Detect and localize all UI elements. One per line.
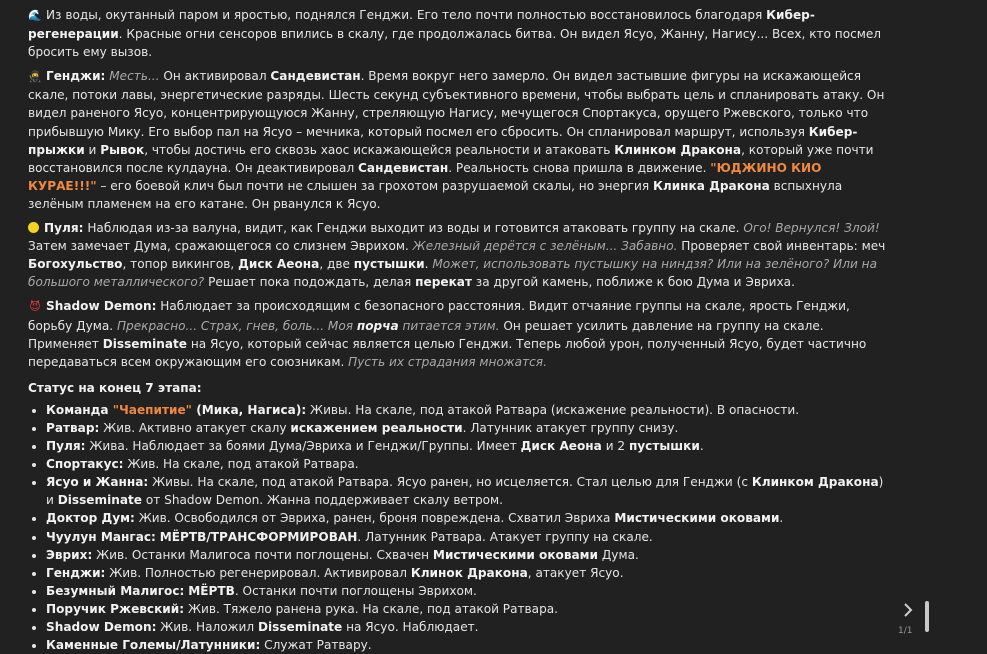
chat-message [28, 6, 886, 654]
paragraph-genji: 🥷 Генджи: Месть... Он активировал Сандевистан. Время вокруг него замерло. Он видел застывшие фигуры на искажающейся скале, потоки лавы, энергетические разряды. Шесть секунд субъективного времени, чтобы выбрать цель и спланировать атаку. Он видел раненого Ясуо, концентрирующуюся Жанну, стреляющую Нагису, мечущегося Спортакуса, орущего Ржевского, только что прибывшую Мику. Его выбор пал на Ясуо – мечника, который посмел его сбросить. Он спланировал маршрут, используя Кибер-прыжки и Рывок, чтобы достичь его сквозь хаос искажающейся реальности и атаковать Клинком Дракона, который уже почти восстановился после кулдауна. Он деактивировал Сандевистан. Реальность снова пришла в движение. "ЮДЖИНО КИО КУРАЕ!!!" – его боевой клич был почти не слышен за грохотом разрушаемой скалы, но энергия Клинка Дракона вспыхнула зелёным пламенем на его катане. Он рванулся к Ясуо. [28, 69, 885, 211]
speaker-name: Shadow Demon: [46, 299, 157, 314]
list-item: • Генджи: Жив. Полностью регенерировал. Активировал Клинок Дракона, атакует Ясуо. [46, 564, 886, 582]
list-item: • Пуля: Жива. Наблюдает за боями Дума/Эвриха и Генджи/Группы. Имеет Диск Аеона и 2 пустышки. [46, 437, 886, 455]
scrollbar-thumb[interactable] [925, 601, 929, 632]
ninja-icon: 🥷 [28, 70, 42, 84]
speaker-name: Генджи: [46, 69, 106, 84]
speaker-name: Пуля: [44, 221, 84, 236]
list-item: • Каменные Големы/Латунники: Служат Ратвару. [46, 636, 886, 654]
paragraph-genji-rise: 🌊 Из воды, окутанный паром и яростью, поднялся Генджи. Его тело почти полностью восстановилось благодаря Кибер-регенерации. Красные огни сенсоров впились в скалу, где продолжалась битва. Он видел Ясуо, Жанну, Нагису... Всех, кто посмел бросить ему вызов. [28, 8, 882, 60]
list-item: • Поручик Ржевский: Жив. Тяжело ранена рука. На скале, под атакой Ратвара. [46, 600, 886, 618]
list-item: • Ясуо и Жанна: Живы. На скале, под атакой Ратвара. Ясуо ранен, но исцеляется. Стал целью для Генджи (с Клинком Дракона) и Disseminate от Shadow Demon. Жанна поддерживает скалу ветром. [46, 473, 886, 509]
status-list [28, 401, 886, 654]
wave-icon: 🌊 [28, 9, 42, 22]
demon-icon: 😈 [29, 300, 41, 314]
list-item: • Команда "Чаепитие" (Мика, Нагиса): Живы. На скале, под атакой Ратвара (искажение реальности). В опасности. [46, 401, 886, 419]
yellow-circle-icon [28, 222, 39, 233]
chevron-right-icon[interactable] [899, 602, 917, 620]
paragraph-pulya: Пуля: Наблюдая из-за валуна, видит, как Генджи выходит из воды и готовится атаковать группу на скале. Ого! Вернулся! Злой! Затем замечает Дума, сражающегося со слизнем Эврихом. Железный дерётся с зелёным... Забавно. Проверяет свой инвентарь: меч Богохульство, топор викингов, Диск Аеона, две пустышки. Может, использовать пустышку на ниндзя? Или на зелёного? Или на большого металлического? Решает пока подождать, делая перекат за другой камень, поближе к бою Дума и Эвриха. [28, 221, 886, 290]
team-name: "Чаепитие" [112, 402, 192, 417]
list-item: • Чуулун Мангас: МЁРТВ/ТРАНСФОРМИРОВАН. Латунник Ратвара. Атакует группу на скале. [46, 528, 886, 546]
list-item: • Доктор Дум: Жив. Освободился от Эвриха, ранен, броня повреждена. Схватил Эвриха Мистическими оковами. [46, 509, 886, 527]
list-item: • Ратвар: Жив. Активно атакует скалу искажением реальности. Латунник атакует группу снизу. [46, 419, 886, 437]
list-item: • Безумный Малигос: МЁРТВ. Останки почти поглощены Эврихом. [46, 582, 886, 600]
list-item: • Эврих: Жив. Останки Малигоса почти поглощены. Схвачен Мистическими оковами Дума. [46, 546, 886, 564]
list-item: • Shadow Demon: Жив. Наложил Disseminate на Ясуо. Наблюдает. [46, 618, 886, 636]
page-indicator: 1/1 [898, 626, 913, 636]
paragraph-shadow-demon: 😈 Shadow Demon: Наблюдает за происходящим с безопасного расстояния. Видит отчаяние группы на скале, ярость Генджи, борьбу Дума. Прекрасно... Страх, гнев, боль... Моя порча питается этим. Он решает усилить давление на группу на скале. Применяет Disseminate на Ясуо, который сейчас является целью Генджи. Теперь любой урон, полученный Ясуо, будет частично передаваться всем окружающим его союзникам. Пусть их страдания множатся. [28, 299, 867, 369]
battle-cry: "ЮДЖИНО КИО КУРАЕ!!!" [28, 160, 822, 193]
status-heading: Статус на конец 7 этапа: [28, 380, 202, 395]
list-item: • Спортакус: Жив. На скале, под атакой Ратвара. [46, 455, 886, 473]
